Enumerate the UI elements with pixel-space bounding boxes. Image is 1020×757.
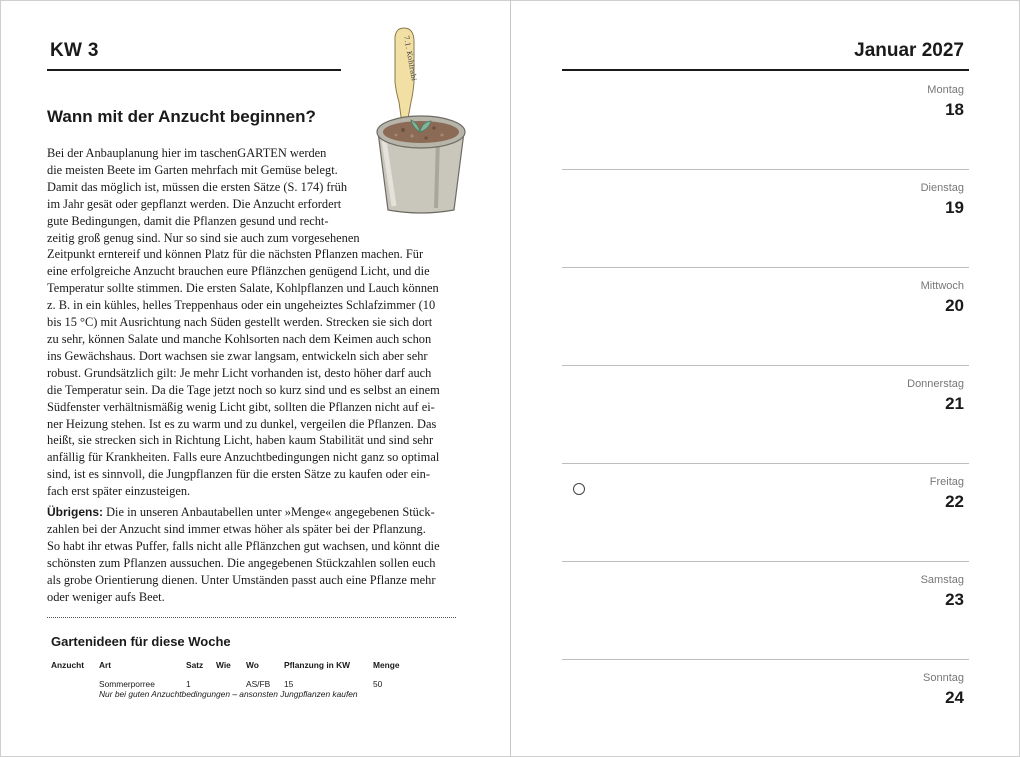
article-heading: Wann mit der Anzucht beginnen?	[47, 107, 316, 126]
text-line: ner Heizung stehen. Ist es zu warm und zu dunkel, vergeilen die Pflanzen. Das	[47, 416, 437, 431]
day-name: Dienstag	[920, 182, 964, 194]
day-number: 20	[945, 296, 964, 315]
day-number: 19	[945, 198, 964, 217]
text-line: schönsten zum Pflanzen aussuchen. Die angegebenen Stückzahlen sollen euch	[47, 555, 436, 570]
text-line: robust. Grundsätzlich gilt: Je mehr Licht vorhanden ist, desto höher darf auch	[47, 365, 432, 380]
text-line: die Temperatur sein. Da die Tage jetzt noch so kurz sind und es selbst an einem	[47, 382, 440, 397]
cell-art: Sommerporree	[99, 679, 155, 689]
week-label: KW 3	[50, 40, 99, 61]
text-line: als grobe Orientierung dienen. Unter Umständen passt auch eine Pflanze mehr	[47, 572, 436, 587]
day-name: Samstag	[920, 574, 964, 586]
day-wednesday[interactable]	[562, 268, 969, 366]
day-name: Mittwoch	[920, 280, 964, 292]
paragraph-2-label: Übrigens:	[47, 505, 104, 520]
text-line: Bei der Anbauplanung hier im taschenGARTEN werden	[47, 146, 327, 160]
text-line: Temperatur sollte stimmen. Die ersten Salate, Kohlpflanzen und Lauch können	[47, 281, 439, 296]
text-line	[47, 504, 459, 521]
text-line: Südfenster verhältnismäßig wenig Licht gibt, sollten die Pflanzen nicht auf ei-	[47, 399, 435, 414]
text-line: Zeitpunkt erntereif und können Platz für die nächsten Pflanzen machen. Für	[47, 247, 424, 262]
day-name: Donnerstag	[907, 378, 964, 390]
column-header: Art	[99, 660, 112, 670]
text-line: heißt, sie strecken sich in Richtung Licht, haben kaum Stabilität und sind sehr	[47, 433, 434, 448]
garden-ideas-title: Gartenideen für diese Woche	[51, 634, 231, 649]
column-header: Menge	[373, 660, 400, 670]
column-header: Wo	[246, 660, 259, 670]
column-header: Wie	[216, 660, 231, 670]
plant-label-text: 7.1. Kohlrabi	[402, 34, 418, 82]
month-rule	[562, 69, 969, 71]
day-name: Montag	[927, 84, 964, 96]
text-line: Damit das möglich ist, müssen die ersten Sätze (S. 174) früh	[47, 179, 348, 194]
text-line: oder weniger aufs Beet.	[47, 589, 165, 604]
day-number: 18	[945, 100, 964, 119]
text-line: zahlen bei der Anzucht sind immer etwas höher als später bei der Pflanzung.	[47, 521, 426, 536]
text-line: die meisten Beete im Garten mehrfach mit Gemüse belegt.	[47, 162, 338, 177]
day-tuesday[interactable]	[562, 170, 969, 268]
text-line: eine erfolgreiche Anzucht brauchen eure Pflänzchen genügend Licht, und die	[47, 264, 430, 279]
article-body	[47, 145, 459, 609]
cell-satz: 1	[186, 679, 191, 689]
text-line: ins Gewächshaus. Dort wachsen sie zwar langsam, entwickeln sich aber sehr	[47, 348, 428, 363]
day-name: Freitag	[929, 476, 964, 488]
day-friday[interactable]	[562, 464, 969, 562]
month-title: Januar 2027	[854, 40, 964, 61]
day-monday[interactable]	[562, 72, 969, 170]
column-header: Anzucht	[51, 660, 85, 670]
text-line: z. B. in ein kühles, helles Treppenhaus oder ein ungeheiztes Schlafzimmer (10	[47, 298, 436, 313]
column-header: Satz	[186, 660, 204, 670]
paragraph-2	[47, 504, 459, 605]
text-line: gute Bedingungen, damit die Pflanzen gesund und recht-	[47, 213, 329, 228]
day-name: Sonntag	[923, 672, 964, 684]
text-fragment: Die in unseren Anbautabellen unter »Menge« angegebenen Stück-	[103, 505, 435, 520]
table-note: Nur bei guten Anzuchtbedingungen – ansonsten Jungpflanzen kaufen	[99, 689, 358, 699]
text-line: im Jahr gesät oder gepflanzt werden. Die Anzucht erfordert	[47, 196, 342, 211]
day-number: 22	[945, 492, 964, 511]
day-number: 23	[945, 590, 964, 609]
cell-menge: 50	[373, 679, 383, 689]
day-saturday[interactable]	[562, 562, 969, 660]
day-number: 24	[945, 688, 964, 707]
day-thursday[interactable]	[562, 366, 969, 464]
text-line: So habt ihr etwas Puffer, falls nicht alle Pflänzchen gut wachsen, und könnt die	[47, 538, 440, 553]
dotted-divider	[47, 617, 456, 618]
text-line: bis 15 °C) mit Ausrichtung nach Süden gestellt werden. Strecken sie sich dort	[47, 315, 433, 330]
text-line: sind, ist es sinnvoll, die Jungpflanzen für die ersten Sätze zu kaufen oder ein-	[47, 467, 430, 482]
text-line: zeitig groß genug sind. Nur so sind sie auch zum vorgesehenen	[47, 230, 360, 245]
cell-wo: AS/FB	[246, 679, 271, 689]
text-line: zu sehr, können Salate und manche Kohlsorten nach dem Keimen auch schon	[47, 331, 432, 346]
day-number: 21	[945, 394, 964, 413]
day-sunday[interactable]	[562, 660, 969, 757]
paragraph-1	[47, 145, 459, 500]
text-line: anfällig für Krankheiten. Falls eure Anzuchtbedingungen nicht ganz so optimal	[47, 450, 440, 465]
cell-pflanzung: 15	[284, 679, 294, 689]
week-rule	[47, 69, 341, 71]
full-moon-icon	[573, 483, 585, 495]
column-header: Pflanzung in KW	[284, 660, 351, 670]
book-spine	[510, 0, 511, 757]
text-line: fach erst später einzusteigen.	[47, 484, 191, 499]
